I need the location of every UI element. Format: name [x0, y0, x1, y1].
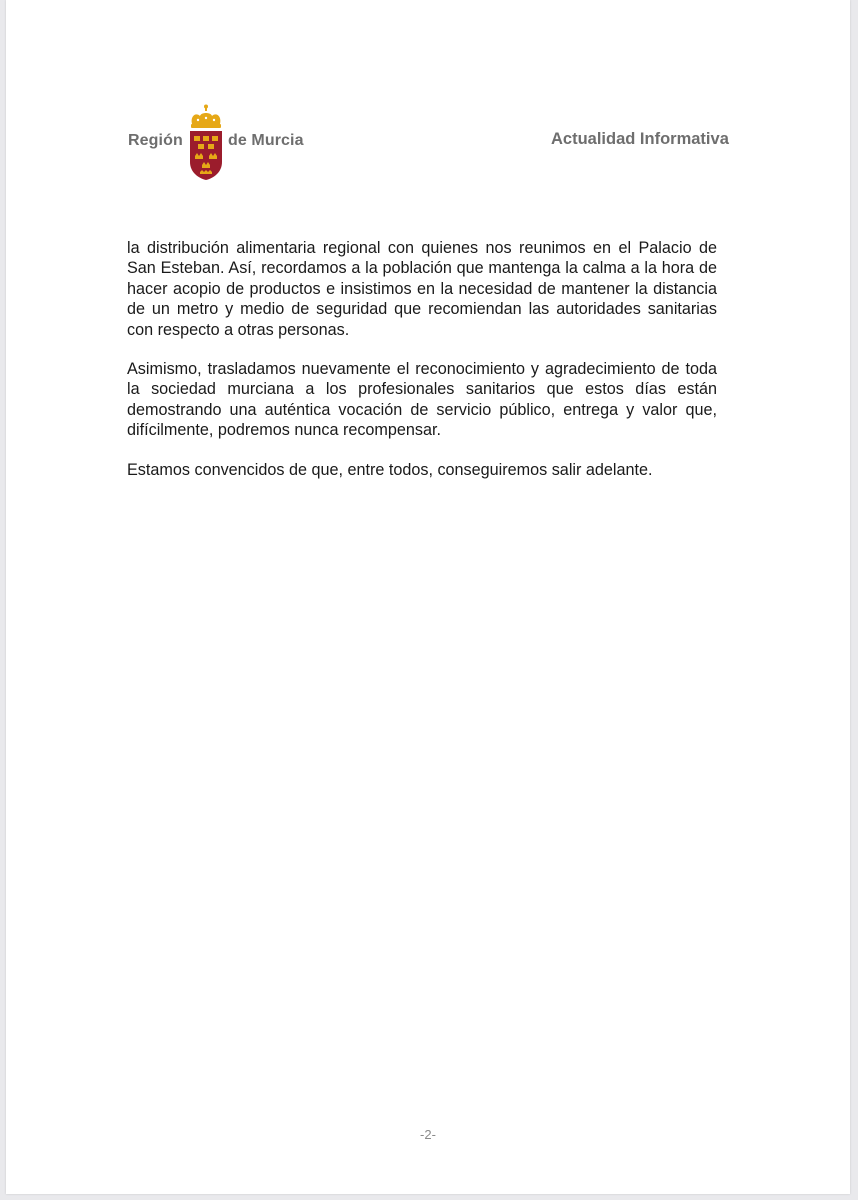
logo-text-region: Región — [128, 132, 183, 149]
paragraph: la distribución alimentaria regional con quienes nos reunimos en el Palacio de San Esteban. Así, recordamos a la población que mantenga la calma a la hora de hacer acopio de productos e insistimos en la necesidad de mantener la distancia de un metro y medio de seguridad que recomiendan las autoridades sanitarias con respecto a otras personas. — [127, 239, 717, 339]
document-body — [127, 238, 717, 499]
document-page — [6, 0, 850, 1194]
page-number: -2- — [420, 1127, 436, 1142]
paragraph: Asimismo, trasladamos nuevamente el reconocimiento y agradecimiento de toda la sociedad murciana a los profesionales sanitarios que estos días están demostrando una auténtica vocación de servicio público, entrega y valor que, difícilmente, podremos nunca recompensar. — [127, 360, 717, 440]
region-murcia-logo — [128, 104, 318, 182]
paragraph: Estamos convencidos de que, entre todos, conseguiremos salir adelante. — [127, 460, 653, 479]
crest-icon — [186, 104, 226, 182]
logo-text-murcia: de Murcia — [228, 132, 304, 149]
header-title: Actualidad Informativa — [551, 130, 729, 148]
